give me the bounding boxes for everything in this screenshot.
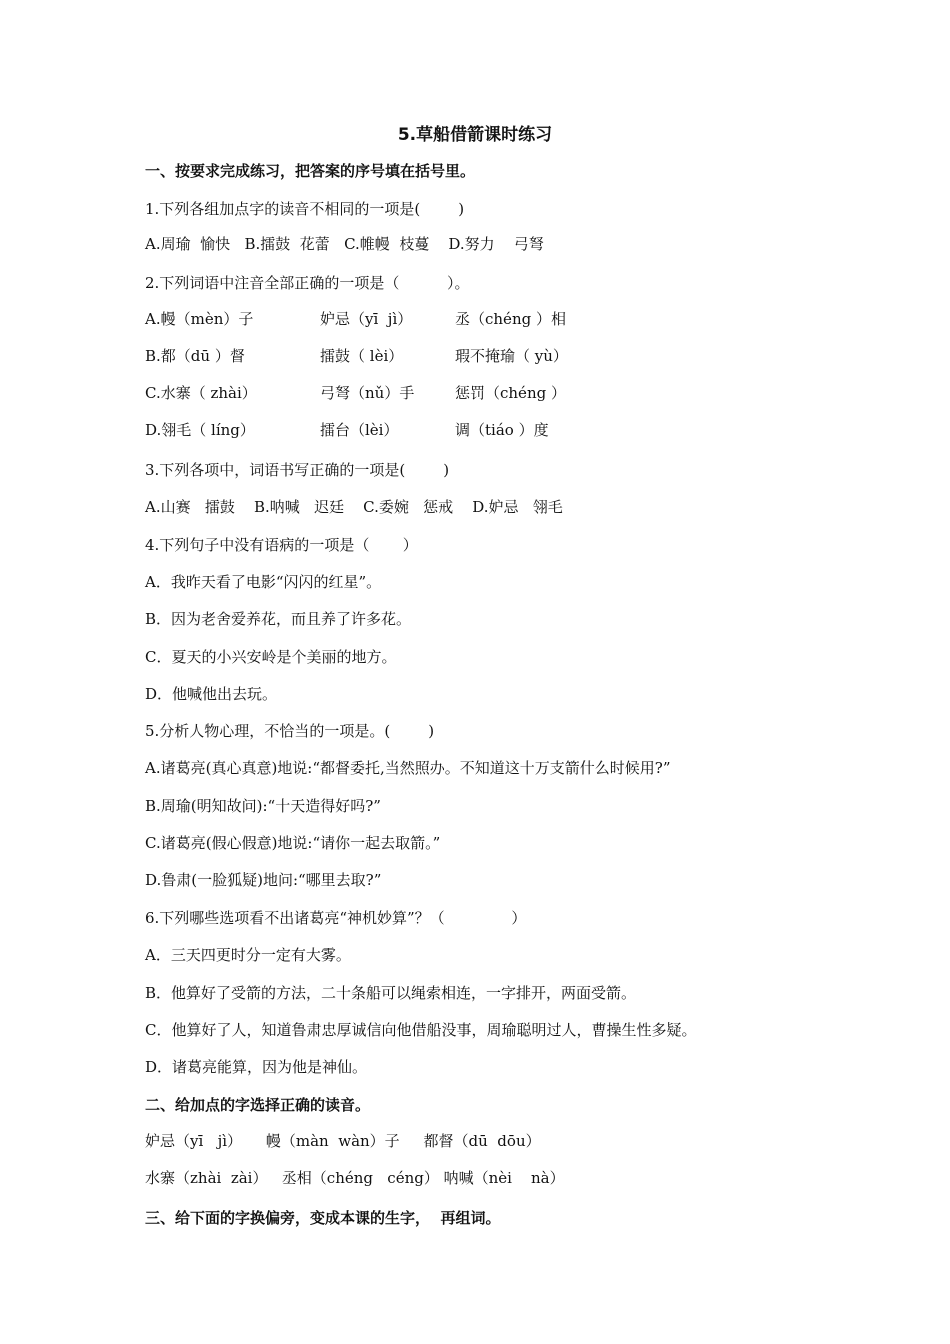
section-2-line-2: 水寨（zhài zài） 丞相（chéng céng） 呐喊（nèi nà） — [145, 1169, 565, 1187]
question-4-stem: 4.下列句子中没有语病的一项是（ ） — [145, 536, 418, 554]
question-2-stem: 2.下列词语中注音全部正确的一项是（ ）。 — [145, 274, 470, 292]
question-4-option-a: A．我昨天看了电影“闪闪的红星”。 — [145, 573, 382, 591]
question-2-option-b-3: 瑕不掩瑜（ yù） — [455, 347, 568, 365]
question-2-option-c-3: 惩罚（chéng ） — [455, 384, 566, 402]
question-2-option-a-3: 丞（chéng ）相 — [455, 310, 566, 328]
question-2-option-b-1: B.都（dū ）督 — [145, 347, 245, 365]
question-5-stem: 5.分析人物心理，不恰当的一项是。( ) — [145, 722, 435, 740]
question-2-option-d-2: 擂台（lèi） — [320, 421, 399, 439]
section-3-heading: 三、给下面的字换偏旁，变成本课的生字， 再组词。 — [145, 1209, 501, 1227]
question-2-option-a-2: 妒忌（yī jì） — [320, 310, 413, 328]
question-4-option-b: B．因为老舍爱养花，而且养了许多花。 — [145, 610, 412, 628]
question-6-option-b: B．他算好了受箭的方法，二十条船可以绳索相连，一字排开，两面受箭。 — [145, 984, 637, 1002]
question-1-options: A.周瑜 愉快 B.擂鼓 花蕾 C.帷幔 枝蔓 D.努力 弓弩 — [145, 235, 544, 253]
question-5-option-a: A.诸葛亮(真心真意)地说:“都督委托,当然照办。不知道这十万支箭什么时候用?” — [145, 759, 671, 777]
question-3-options: A.山赛 擂鼓 B.呐喊 迟廷 C.委婉 惩戒 D.妒忌 翎毛 — [145, 498, 563, 516]
question-2-option-c-1: C.水寨（ zhài） — [145, 384, 257, 402]
question-6-option-a: A．三天四更时分一定有大雾。 — [145, 946, 351, 964]
section-2-line-1: 妒忌（yī jì） 幔（màn wàn）子 都督（dū dōu） — [145, 1132, 541, 1150]
question-5-option-c: C.诸葛亮(假心假意)地说:“请你一起去取箭。” — [145, 834, 441, 852]
question-5-option-d: D.鲁肃(一脸狐疑)地问:“哪里去取?” — [145, 871, 382, 889]
question-3-stem: 3.下列各项中，词语书写正确的一项是( ) — [145, 461, 450, 479]
question-4-option-c: C．夏天的小兴安岭是个美丽的地方。 — [145, 648, 397, 666]
question-2-option-a-1: A.幔（mèn）子 — [145, 310, 254, 328]
question-6-stem: 6.下列哪些选项看不出诸葛亮“神机妙算”？（ ） — [145, 909, 527, 927]
question-6-option-c: C．他算好了人，知道鲁肃忠厚诚信向他借船没事，周瑜聪明过人，曹操生性多疑。 — [145, 1021, 697, 1039]
question-5-option-b: B.周瑜(明知故问):“十天造得好吗?” — [145, 797, 381, 815]
question-2-option-d-3: 调（tiáo ）度 — [455, 421, 549, 439]
question-1-stem: 1.下列各组加点字的读音不相同的一项是( ) — [145, 200, 465, 218]
question-6-option-d: D．诸葛亮能算，因为他是神仙。 — [145, 1058, 368, 1076]
question-4-option-d: D．他喊他出去玩。 — [145, 685, 278, 703]
section-1-heading: 一、按要求完成练习，把答案的序号填在括号里。 — [145, 162, 476, 180]
section-2-heading: 二、给加点的字选择正确的读音。 — [145, 1096, 371, 1114]
question-2-option-c-2: 弓弩（nǔ）手 — [320, 384, 415, 402]
page-title: 5.草船借箭课时练习 — [397, 125, 553, 145]
question-2-option-b-2: 擂鼓（ lèi） — [320, 347, 404, 365]
question-2-option-d-1: D.翎毛（ líng） — [145, 421, 255, 439]
